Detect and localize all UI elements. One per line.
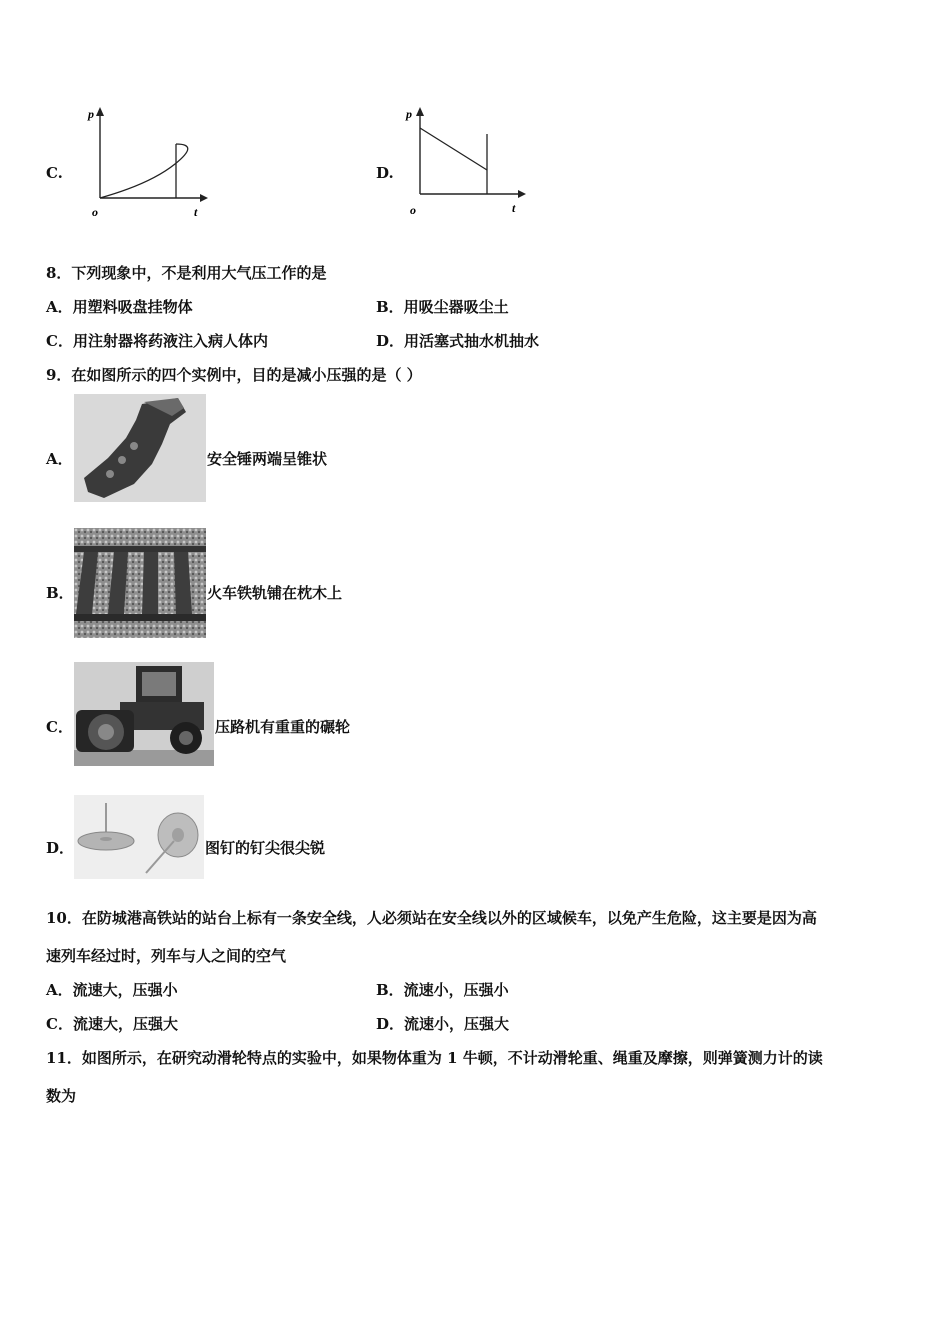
q9-option-d-text: 图钉的钉尖很尖锐 bbox=[205, 839, 326, 857]
graph-d-x-label: t bbox=[512, 201, 516, 215]
graph-c-x-label: t bbox=[194, 205, 198, 219]
q8-option-c: C．用注射器将药液注入病人体内 bbox=[46, 332, 268, 350]
q7-option-c-label: C. bbox=[46, 164, 63, 182]
q9-option-a-text: 安全锤两端呈锥状 bbox=[207, 450, 328, 468]
road-roller-image bbox=[74, 662, 214, 766]
graph-d-y-label: p bbox=[406, 107, 412, 121]
q10-stem-line1: 10．在防城港高铁站的站台上标有一条安全线，人必须站在安全线以外的区域候车，以免产生危险，这主要是因为高 bbox=[46, 909, 817, 927]
q8-option-d: D．用活塞式抽水机抽水 bbox=[376, 332, 540, 350]
q11-stem-line2: 数为 bbox=[46, 1087, 77, 1105]
q9-option-c-text: 压路机有重重的碾轮 bbox=[215, 718, 351, 736]
q8-option-a: A．用塑料吸盘挂物体 bbox=[46, 298, 193, 316]
q9-option-c-label: C． bbox=[46, 718, 73, 736]
graph-c-y-label: p bbox=[88, 107, 94, 121]
railway-track-image bbox=[74, 528, 206, 638]
q8-option-b: B．用吸尘器吸尘土 bbox=[376, 298, 509, 316]
safety-hammer-image bbox=[74, 394, 206, 502]
thumbtack-image bbox=[74, 795, 204, 879]
q9-option-b-text: 火车铁轨铺在枕木上 bbox=[207, 584, 343, 602]
q7-graph-d bbox=[400, 104, 530, 228]
q11-stem-line1: 11．如图所示，在研究动滑轮特点的实验中，如果物体重为 1 牛顿，不计动滑轮重、绳重及摩擦，则弹簧测力计的读 bbox=[46, 1049, 823, 1067]
q8-stem: 8．下列现象中，不是利用大气压工作的是 bbox=[46, 264, 327, 282]
q10-option-c: C．流速大，压强大 bbox=[46, 1015, 178, 1033]
graph-c-origin: o bbox=[92, 205, 98, 219]
q10-option-d: D．流速小，压强大 bbox=[376, 1015, 510, 1033]
q7-graph-c bbox=[80, 104, 210, 228]
q10-stem-line2: 速列车经过时，列车与人之间的空气 bbox=[46, 947, 287, 965]
q9-option-b-label: B． bbox=[46, 584, 74, 602]
q10-option-a: A．流速大，压强小 bbox=[46, 981, 178, 999]
q10-option-b: B．流速小，压强小 bbox=[376, 981, 509, 999]
graph-d-origin: o bbox=[410, 203, 416, 217]
q9-stem: 9．在如图所示的四个实例中，目的是减小压强的是（ ） bbox=[46, 366, 422, 384]
q9-option-a-label: A． bbox=[46, 450, 73, 468]
q7-option-d-label: D. bbox=[376, 164, 394, 182]
q9-option-d-label: D． bbox=[46, 839, 75, 857]
